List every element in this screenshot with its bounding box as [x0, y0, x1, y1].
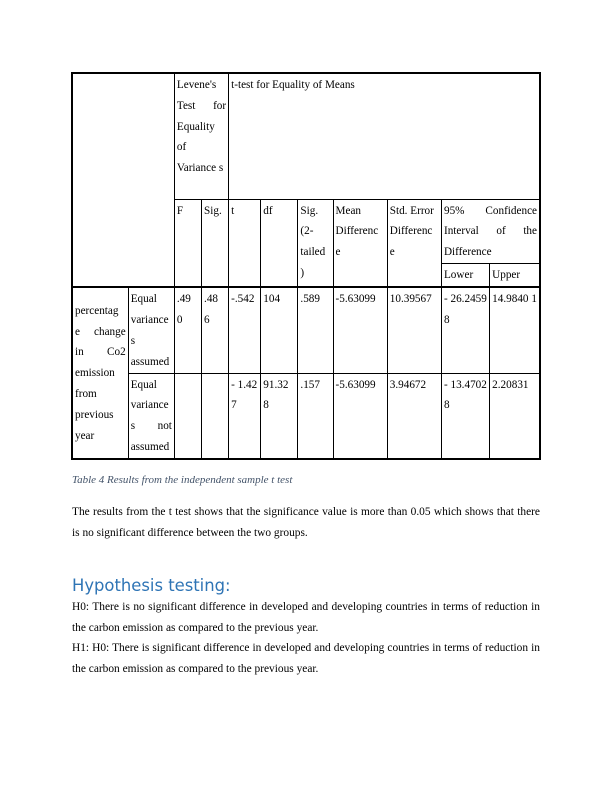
alternative-hypothesis: H1: H0: There is significant difference in developed and developing countries in terms of reduction in the carbon emission as compared to the previous year. [72, 642, 540, 675]
cell-mean-diff: -5.63099 [333, 373, 387, 459]
cell-upper: 2.20831 [490, 373, 540, 459]
cell-lower: - 13.4702 8 [441, 373, 489, 459]
col-header-std-error: Std. Error Differenc e [387, 199, 441, 287]
section-heading: Hypothesis testing: [72, 576, 231, 595]
cell-sig: .48 6 [202, 287, 229, 373]
col-header-lower: Lower [441, 263, 489, 287]
null-hypothesis: H0: There is no significant difference in developed and developing countries in terms of reduction in the carbon emission as compared to the previous year. [72, 601, 540, 634]
row-label: percentag e change in Co2 emission from previous year [72, 287, 128, 458]
cell-sig2: .157 [298, 373, 333, 459]
cell-std-error: 3.94672 [387, 373, 441, 459]
table-corner-cell [72, 73, 174, 287]
col-header-ci: 95% Confidence Interval of the Difference [441, 199, 540, 263]
cell-t: - 1.42 7 [229, 373, 261, 459]
cell-t: -.542 [229, 287, 261, 373]
t-test-results-table [71, 72, 541, 460]
col-header-t: t [229, 199, 261, 287]
col-header-mean-diff: Mean Differenc e [333, 199, 387, 287]
cell-sig [202, 373, 229, 459]
results-paragraph: The results from the t test shows that the significance value is more than 0.05 which shows that there is no significant difference between the two groups. [72, 506, 540, 539]
col-header-sig: Sig. [202, 199, 229, 287]
cell-sig2: .589 [298, 287, 333, 373]
col-header-upper: Upper [490, 263, 540, 287]
cell-f: .49 0 [174, 287, 201, 373]
assumption-label: Equal variance s not assumed [128, 373, 174, 459]
col-header-f: F [174, 199, 201, 287]
col-header-sig2: Sig. (2-tailed ) [298, 199, 333, 287]
levene-header: Levene's Test for Equality of Variance s [174, 73, 228, 199]
ttest-header: t-test for Equality of Means [229, 73, 540, 199]
cell-lower: - 26.2459 8 [441, 287, 489, 373]
assumption-label: Equal variance s assumed [128, 287, 174, 373]
cell-upper: 14.9840 1 [490, 287, 540, 373]
cell-mean-diff: -5.63099 [333, 287, 387, 373]
table-caption: Table 4 Results from the independent sample t test [72, 474, 293, 486]
cell-f [174, 373, 201, 459]
cell-std-error: 10.39567 [387, 287, 441, 373]
cell-df: 91.32 8 [261, 373, 298, 459]
col-header-df: df [261, 199, 298, 287]
cell-df: 104 [261, 287, 298, 373]
